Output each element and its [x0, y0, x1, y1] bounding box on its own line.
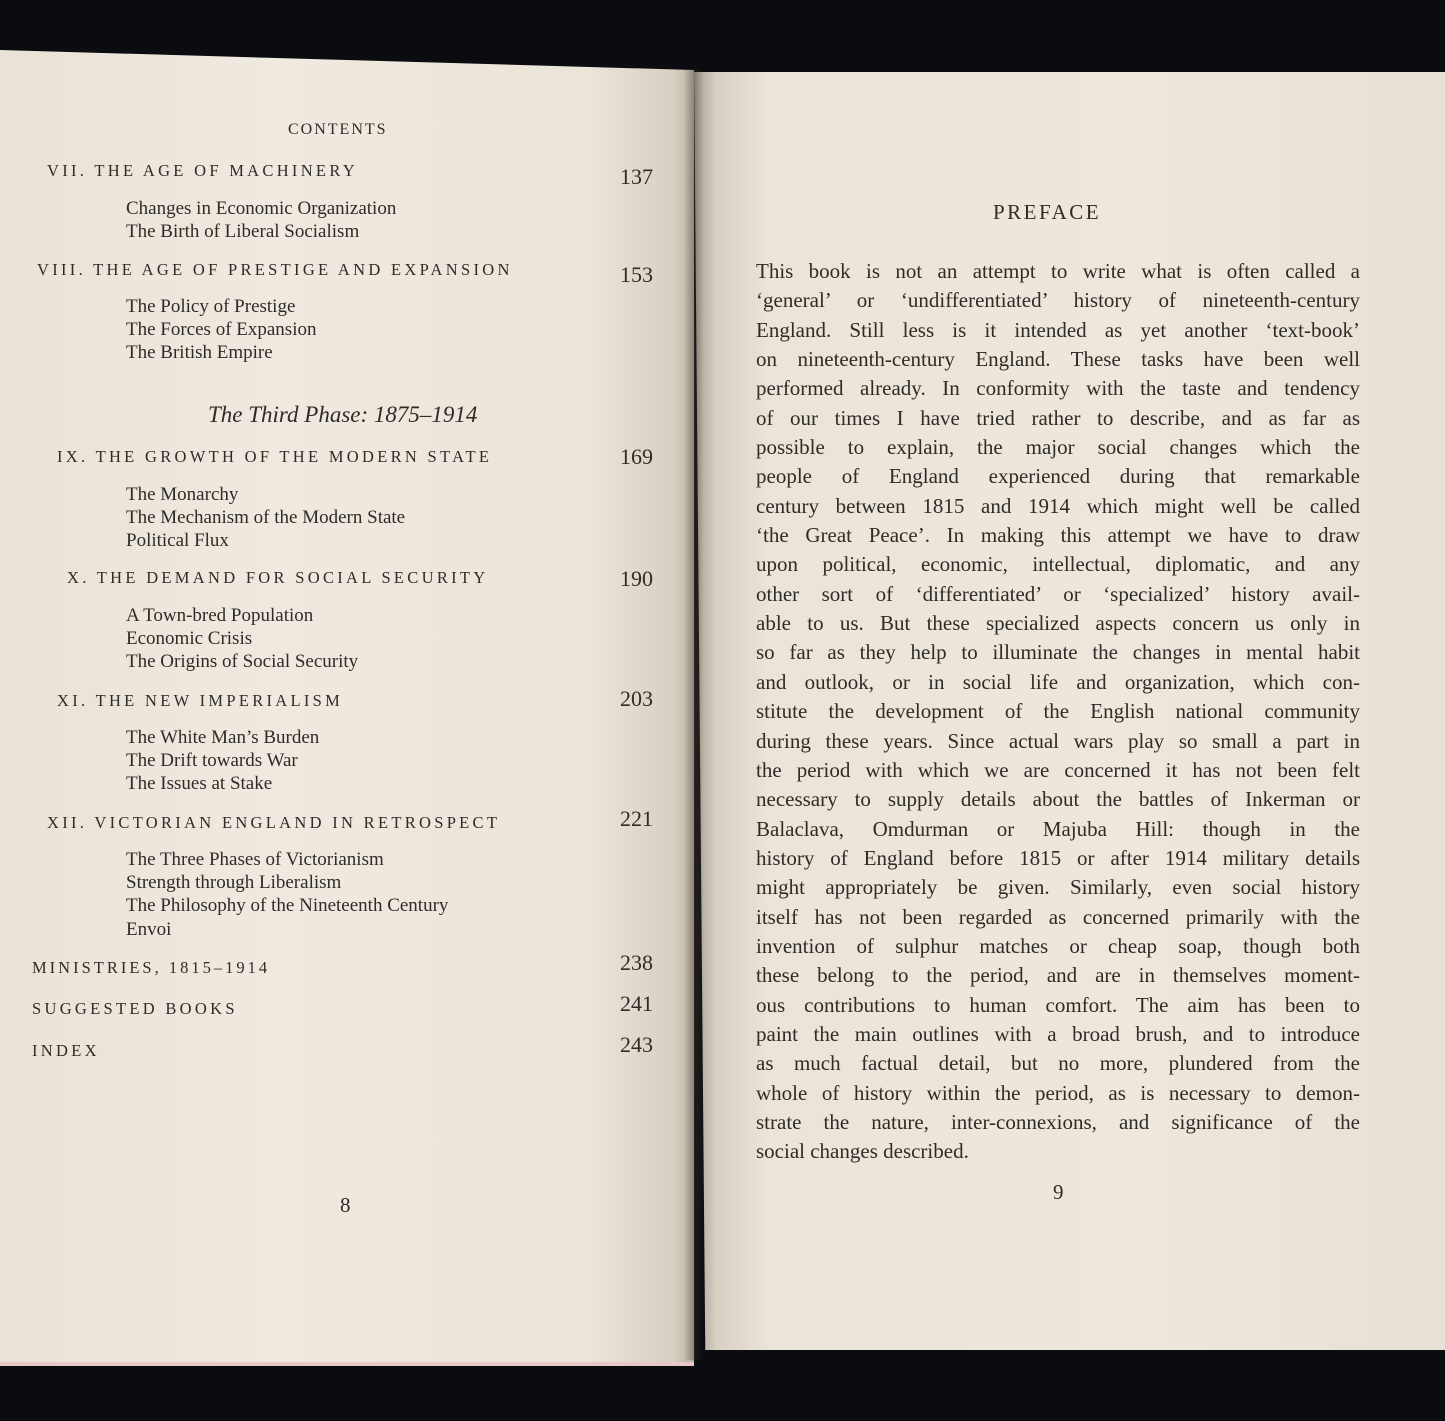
preface-line: of our times I have tried rather to describe, and as far as [756, 405, 1360, 430]
chapter-heading: VIII. THE AGE OF PRESTIGE AND EXPANSION [37, 260, 513, 279]
preface-line: possible to explain, the major social changes which the [756, 435, 1360, 460]
preface-line: ‘general’ or ‘undifferentiated’ history of nineteenth-century [756, 288, 1360, 313]
preface-line: people of England experienced during that remarkable [756, 464, 1360, 489]
section-title: The Policy of Prestige [126, 296, 296, 317]
chapter-page-number: 169 [620, 444, 653, 469]
chapter-page-number: 153 [620, 262, 653, 287]
section-title: The British Empire [126, 342, 273, 363]
section-title: The Issues at Stake [126, 773, 273, 794]
section-title: The Drift towards War [126, 750, 298, 771]
section-title: The Origins of Social Security [126, 651, 359, 672]
preface-line: able to us. But these specialized aspects concern us only in [756, 611, 1360, 636]
preface-line: whole of history within the period, as is necessary to demon- [756, 1080, 1360, 1105]
preface-line: century between 1815 and 1914 which might well be called [756, 493, 1360, 518]
chapter-heading: VII. THE AGE OF MACHINERY [47, 161, 358, 180]
preface-line: social changes described. [756, 1139, 969, 1164]
preface-line: stitute the development of the English national community [756, 699, 1360, 724]
preface-line: itself has not been regarded as concerned primarily with the [756, 904, 1360, 929]
section-title: Changes in Economic Organization [126, 198, 397, 219]
back-matter-entry: MINISTRIES, 1815–1914 [32, 958, 271, 977]
preface-title: PREFACE [993, 200, 1102, 224]
section-title: The Mechanism of the Modern State [126, 507, 406, 528]
back-matter-page-number: 243 [620, 1032, 653, 1057]
section-title: Strength through Liberalism [126, 872, 342, 893]
chapter-page-number: 221 [620, 806, 653, 831]
chapter-heading: XI. THE NEW IMPERIALISM [57, 691, 344, 710]
preface-line: necessary to supply details about the battles of Inkerman or [756, 787, 1360, 812]
preface-line: on nineteenth-century England. These tasks have been well [756, 347, 1360, 372]
back-matter-page-number: 241 [620, 991, 653, 1016]
preface-line: strate the nature, inter-connexions, and significance of the [756, 1109, 1360, 1134]
preface-line: during these years. Since actual wars play so small a part in [756, 728, 1360, 753]
preface-line: This book is not an attempt to write what is often called a [756, 259, 1360, 283]
chapter-heading: XII. VICTORIAN ENGLAND IN RETROSPECT [47, 813, 501, 832]
running-head: CONTENTS [288, 121, 388, 138]
section-title: The White Man’s Burden [126, 727, 320, 748]
preface-line: these belong to the period, and are in themselves moment- [756, 963, 1360, 988]
preface-line: Balaclava, Omdurman or Majuba Hill: though in the [756, 816, 1360, 841]
preface-line: might appropriately be given. Similarly, even social history [756, 875, 1360, 900]
right-folio: 9 [1053, 1180, 1064, 1204]
section-title: Political Flux [126, 530, 229, 551]
preface-line: and outlook, or in social life and organization, which con- [756, 669, 1360, 694]
chapter-page-number: 137 [620, 164, 653, 189]
chapter-heading: X. THE DEMAND FOR SOCIAL SECURITY [67, 568, 489, 587]
preface-line: upon political, economic, intellectual, diplomatic, and any [756, 552, 1360, 577]
preface-line: other sort of ‘differentiated’ or ‘specialized’ history avail- [756, 581, 1360, 606]
back-matter-page-number: 238 [620, 950, 653, 975]
back-matter-entry: SUGGESTED BOOKS [32, 999, 238, 1018]
preface-line: invention of sulphur matches or cheap soap, though both [756, 933, 1360, 958]
preface-line: as much factual detail, but no more, plundered from the [756, 1051, 1360, 1076]
chapter-page-number: 190 [620, 566, 653, 591]
preface-line: the period with which we are concerned it has not been felt [756, 757, 1360, 782]
section-title: The Birth of Liberal Socialism [126, 221, 360, 242]
preface-line: ous contributions to human comfort. The aim has been to [756, 992, 1360, 1017]
chapter-heading: IX. THE GROWTH OF THE MODERN STATE [57, 447, 493, 466]
preface-body [756, 257, 1360, 1167]
preface-line: history of England before 1815 or after 1914 military details [756, 845, 1360, 870]
section-title: The Forces of Expansion [126, 319, 317, 340]
back-matter-entry: INDEX [32, 1041, 100, 1060]
preface-line: ‘the Great Peace’. In making this attempt we have to draw [756, 523, 1360, 548]
section-title: The Three Phases of Victorianism [126, 849, 384, 870]
section-title: The Monarchy [126, 484, 239, 505]
chapter-page-number: 203 [620, 686, 653, 711]
left-folio: 8 [340, 1193, 351, 1217]
section-title: A Town-bred Population [126, 605, 314, 626]
book-spine [684, 70, 704, 1360]
preface-line: England. Still less is it intended as yet another ‘text-book’ [756, 317, 1360, 342]
section-title: Economic Crisis [126, 628, 253, 649]
preface-line: performed already. In conformity with the taste and tendency [756, 376, 1360, 401]
section-title: Envoi [126, 919, 172, 940]
phase-heading: The Third Phase: 1875–1914 [208, 402, 478, 427]
section-title: The Philosophy of the Nineteenth Century [126, 895, 449, 916]
preface-line: paint the main outlines with a broad brush, and to introduce [756, 1021, 1360, 1046]
preface-line: so far as they help to illuminate the changes in mental habit [756, 640, 1360, 665]
